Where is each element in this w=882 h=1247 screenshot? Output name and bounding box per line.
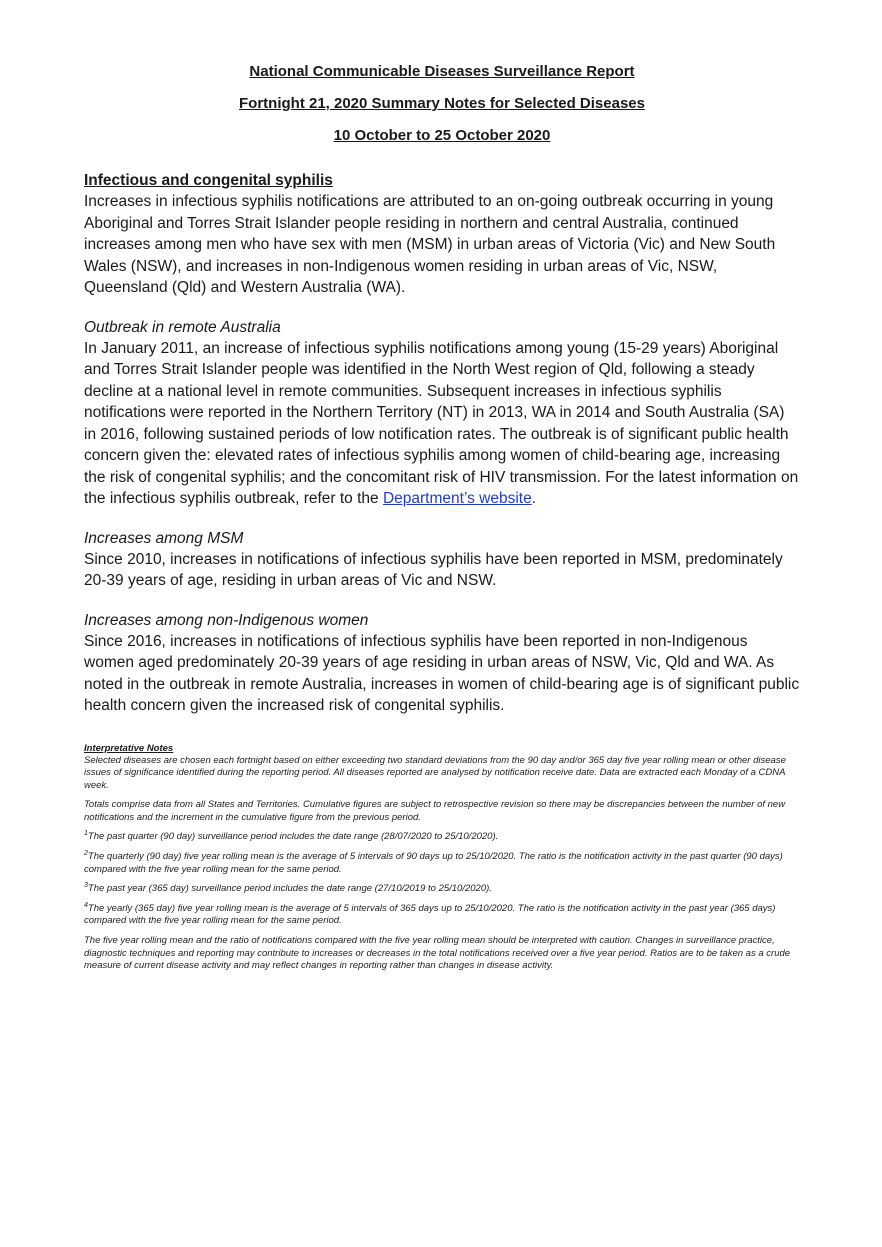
- women-paragraph: Since 2016, increases in notifications of infectious syphilis have been reported in non-Indigenous women aged predominately 20-39 years of age residing in urban areas of NSW, Vic, Qld and WA. As noted in the outbreak in remote Australia, increases in women of child-bearing age is of significant public health concern given the increased risk of congenital syphilis.: [84, 632, 800, 714]
- subheading-msm: Increases among MSM: [84, 529, 244, 547]
- interpretative-notes: [84, 743, 800, 973]
- footnote-marker: 2: [84, 849, 88, 857]
- note-quarter-mean: $^2$The quarterly (90 day) five year rolling mean is the average of 5 intervals of 90 days up to 25/10/2020. The ratio is the notification activity in the past quarter (90 days) compared with the five year rolling mean for the same period.: [84, 849, 783, 875]
- notes-heading: Interpretative Notes: [84, 742, 174, 754]
- footnote-marker: 3: [84, 882, 88, 890]
- note-year-period: $^3$The past year (365 day) surveillance period includes the date range (27/10/2019 to 25/10/2020).: [84, 882, 492, 895]
- outbreak-text-end: .: [531, 490, 537, 507]
- note-year-mean: $^4$The yearly (365 day) five year rolling mean is the average of 5 intervals of 365 days up to 25/10/2020. The ratio is the notification activity in the past year (365 days) compared with the five year rolling mean for the same period.: [84, 901, 776, 927]
- subheading-women: Increases among non-Indigenous women: [84, 611, 369, 629]
- report-title: National Communicable Diseases Surveillance Report: [249, 63, 635, 80]
- note-caution: The five year rolling mean and the ratio of notifications compared with the five year rolling mean should be interpreted with caution. Changes in surveillance practice, diagnostic techniques and reporting may contribute to increases or decreases in the total notifications received over a five year period. Ratios are to be taken as a crude measure of current disease activity and may reflect changes in reporting rather than changes in disease activity.: [84, 935, 791, 972]
- footnote-marker: 4: [84, 901, 88, 909]
- outbreak-text: In January 2011, an increase of infectious syphilis notifications among young (15-29 years) Aboriginal and Torres Strait Islander people was identified in the North West region of Qld, following a steady decline at a national level in remote communities. Subsequent increases in infectious syphilis notifications were reported in the Northern Territory (NT) in 2013, WA in 2014 and South Australia (SA) in 2016, following sustained periods of low notification rates. The outbreak is of significant public health concern given the: elevated rates of infectious syphilis among women of child-bearing age, increasing the risk of congenital syphilis; and the concomitant risk of HIV transmission. For the latest information on the infectious syphilis outbreak, refer to the: [84, 339, 799, 507]
- note-selection: Selected diseases are chosen each fortnight based on either exceeding two standard deviations from the 90 day and/or 365 day five year rolling mean or other disease issues of significance identified during the reporting period. All diseases reported are analysed by notification receive date. Data are extracted each Monday of a CDNA week.: [84, 754, 786, 791]
- report-subtitle: Fortnight 21, 2020 Summary Notes for Selected Diseases: [239, 95, 645, 112]
- report-date-range: 10 October to 25 October 2020: [333, 127, 551, 144]
- note-quarter-period: $^1$The past quarter (90 day) surveillance period includes the date range (28/07/2020 to 25/10/2020).: [84, 830, 499, 843]
- footnote-marker: 1: [84, 830, 88, 838]
- outbreak-paragraph: [84, 338, 800, 510]
- section-heading-syphilis: Infectious and congenital syphilis: [84, 172, 333, 189]
- department-website-link[interactable]: Department’s website: [382, 490, 532, 507]
- msm-paragraph: Since 2010, increases in notifications of infectious syphilis have been reported in MSM, predominately 20-39 years of age, residing in urban areas of Vic and NSW.: [84, 550, 783, 589]
- report-title-block: [84, 62, 800, 146]
- subheading-outbreak: Outbreak in remote Australia: [84, 318, 281, 336]
- document-page: [84, 62, 800, 980]
- note-totals: Totals comprise data from all States and Territories. Cumulative figures are subject to retrospective revision so there may be discrepancies between the number of new notifications and the increment in the cumulative figure from the previous period.: [84, 799, 786, 823]
- section-intro-paragraph: Increases in infectious syphilis notifications are attributed to an on-going outbreak occurring in young Aboriginal and Torres Strait Islander people residing in northern and central Australia, continued increases among men who have sex with men (MSM) in urban areas of Victoria (Vic) and New South Wales (NSW), and increases in non-Indigenous women residing in urban areas of Vic, NSW, Queensland (Qld) and Western Australia (WA).: [84, 193, 776, 296]
